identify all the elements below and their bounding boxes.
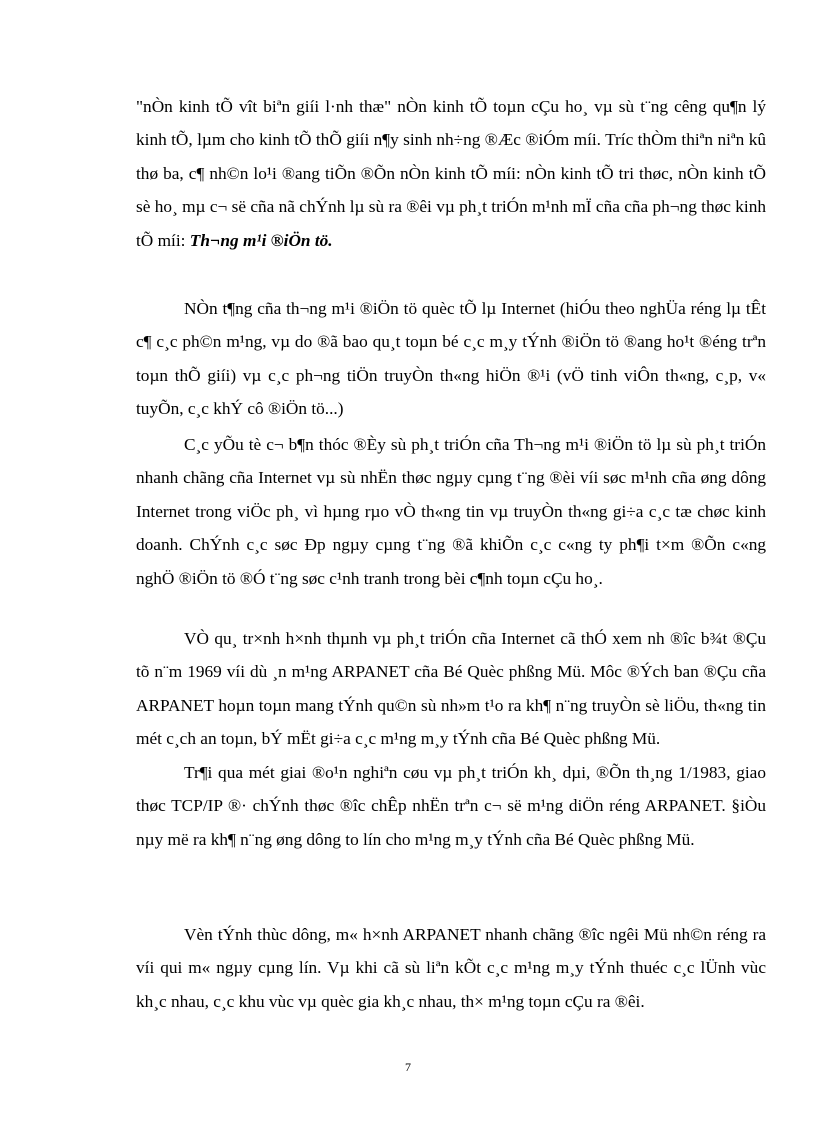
- paragraph-4: VÒ qu¸ tr×nh h×nh thµnh vµ ph¸t triÓn cña Internet cã thÓ xem nh ®îc b¾t ®Çu tõ n¨m 1969 víi dù ¸n m¹ng ARPANET cña Bé Quèc phßng Mü. Môc ®Ých ban ®Çu cña ARPANET hoµn toµn mang tÝnh qu©n sù nh»m t¹o ra kh¶ n¨ng truyÒn sè liÖu, th«ng tin mét c¸ch an toµn, bÝ mËt gi÷a c¸c m¹ng m¸y tÝnh cña Bé Quèc phßng Mü.: [136, 629, 766, 749]
- paragraph-2: NÒn t¶ng cña th¬ng m¹i ®iÖn tö quèc tÕ lµ Internet (hiÓu theo nghÜa réng lµ tÊt c¶ c¸c ph©n m¹ng, vµ do ®ã bao qu¸t toµn bé c¸c m¸y tÝnh ®iÖn tö ®ang ho¹t ®éng trªn toµn thÕ giíi) vµ c¸c ph¬ng tiÖn truyÒn th«ng hiÖn ®¹i (vÖ tinh viÔn th«ng, c¸p, v« tuyÕn, c¸c khÝ cô ®iÖn tö...): [136, 299, 766, 419]
- paragraph-1-text: "nÒn kinh tÕ vît biªn giíi l·nh thæ" nÒn kinh tÕ toµn cÇu ho¸ vµ sù t¨ng cêng qu¶n lý kinh tÕ, lµm cho kinh tÕ thÕ giíi n¶y sinh nh÷ng ®Æc ®iÓm míi. Tríc thÒm thiªn niªn kû thø ba, c¶ nh©n lo¹i ®ang tiÕn ®Õn nÒn kinh tÕ míi: nÒn kinh tÕ tri thøc, nÒn kinh tÕ sè ho¸ mµ c¬ së cña nã chÝnh lµ sù ra ®êi vµ ph¸t triÓn m¹nh mÏ cña cña ph¬ng thøc kinh tÕ míi:: [136, 97, 766, 250]
- page-number: 7: [405, 1060, 411, 1074]
- paragraph-6: Vèn tÝnh thùc dông, m« h×nh ARPANET nhanh chãng ®îc ngêi Mü nh©n réng ra víi qui m« ngµy cµng lín. Vµ khi cã sù liªn kÕt c¸c m¹ng m¸y tÝnh thuéc c¸c lÜnh vùc kh¸c nhau, c¸c khu vùc vµ quèc gia kh¸c nhau, th× m¹ng toµn cÇu ra ®êi.: [136, 925, 766, 1011]
- paragraph-1: [136, 90, 766, 257]
- paragraph-5: Tr¶i qua mét giai ®o¹n nghiªn cøu vµ ph¸t triÓn kh¸ dµi, ®Õn th¸ng 1/1983, giao thøc TCP/IP ®· chÝnh thøc ®îc chÊp nhËn trªn c¬ së m¹ng diÖn réng ARPANET. §iÒu nµy më ra kh¶ n¨ng øng dông to lín cho m¹ng m¸y tÝnh cña Bé Quèc phßng Mü.: [136, 763, 766, 849]
- paragraph-1-emphasis: Th¬ng m¹i ®iÖn tö.: [189, 230, 333, 250]
- paragraph-3: C¸c yÕu tè c¬ b¶n thóc ®Èy sù ph¸t triÓn cña Th¬ng m¹i ®iÖn tö lµ sù ph¸t triÓn nhanh chãng cña Internet vµ sù nhËn thøc ngµy cµng t¨ng ®èi víi søc m¹nh cña øng dông Internet trong viÖc ph¸ vì hµng rµo vÒ th«ng tin vµ truyÒn th«ng gi÷a c¸c tæ chøc kinh doanh. ChÝnh c¸c søc Ðp ngµy cµng t¨ng ®ã khiÕn c¸c c«ng ty ph¶i t×m ®Õn c«ng nghÖ ®iÖn tö ®Ó t¨ng søc c¹nh tranh trong bèi c¶nh toµn cÇu ho¸.: [136, 435, 766, 588]
